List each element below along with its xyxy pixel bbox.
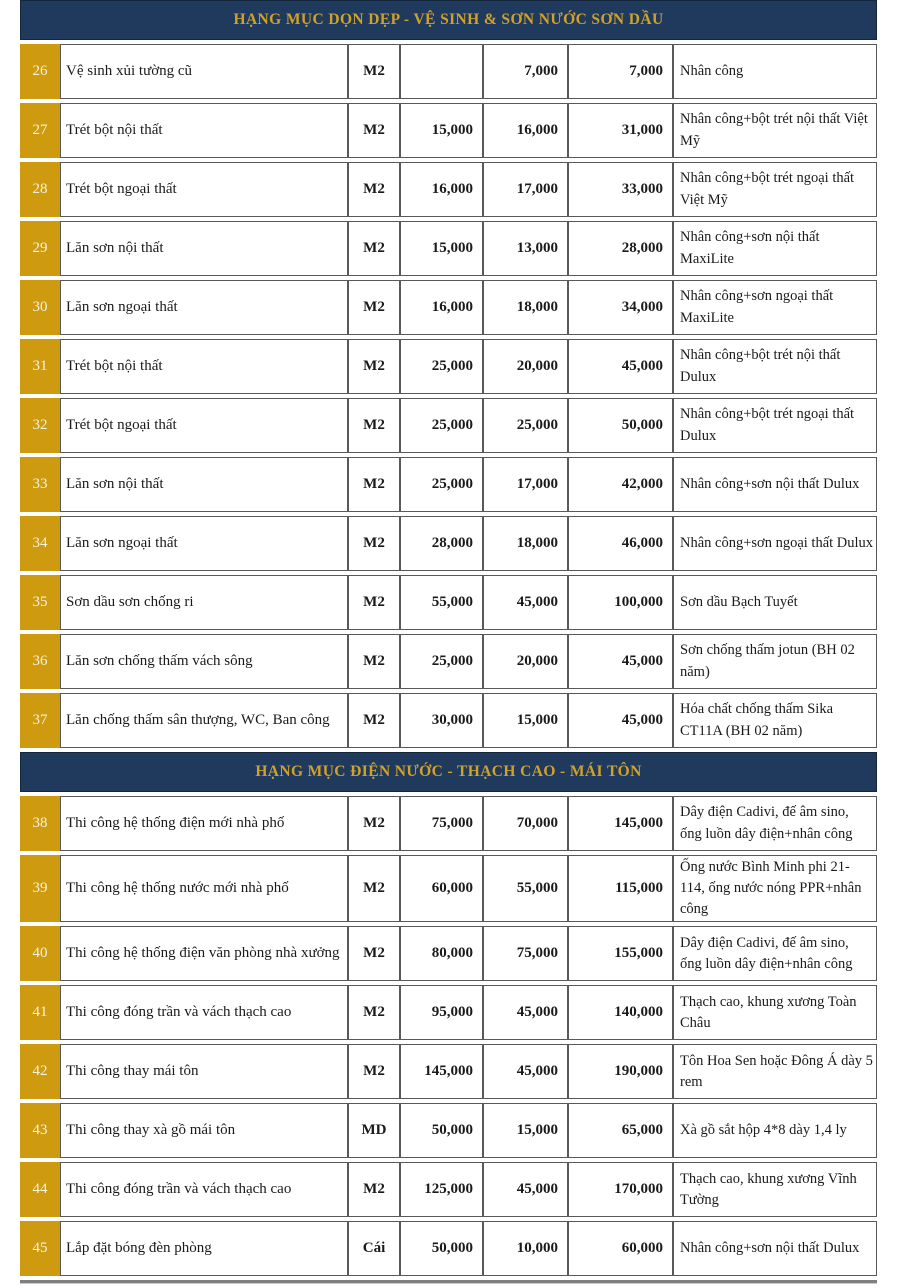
note-cell: Thạch cao, khung xương Vĩnh Tường (673, 1162, 877, 1217)
description-cell: Trét bột ngoại thất (60, 162, 348, 217)
row-number-cell: 36 (20, 634, 60, 689)
table-row (20, 457, 877, 512)
table-row (20, 516, 877, 571)
labor-price-cell: 45,000 (483, 575, 568, 630)
total-price-cell: 100,000 (568, 575, 673, 630)
material-price-cell: 55,000 (400, 575, 483, 630)
note-cell: Nhân công+bột trét ngoại thất Dulux (673, 398, 877, 453)
labor-price-cell: 15,000 (483, 693, 568, 748)
unit-cell: M2 (348, 985, 400, 1040)
labor-price-cell: 25,000 (483, 398, 568, 453)
material-price-cell: 16,000 (400, 162, 483, 217)
description-cell: Sơn dầu sơn chống ri (60, 575, 348, 630)
description-cell: Thi công hệ thống điện mới nhà phố (60, 796, 348, 851)
unit-cell: M2 (348, 1044, 400, 1099)
row-number-cell: 43 (20, 1103, 60, 1158)
row-number-cell: 34 (20, 516, 60, 571)
material-price-cell: 60,000 (400, 855, 483, 922)
description-cell: Trét bột nội thất (60, 339, 348, 394)
note-cell: Nhân công+bột trét nội thất Dulux (673, 339, 877, 394)
note-cell: Tôn Hoa Sen hoặc Đông Á dày 5 rem (673, 1044, 877, 1099)
material-price-cell: 15,000 (400, 103, 483, 158)
note-cell: Nhân công+sơn ngoại thất Dulux (673, 516, 877, 571)
note-cell: Nhân công+sơn nội thất Dulux (673, 457, 877, 512)
note-cell: Nhân công+bột trét ngoại thất Việt Mỹ (673, 162, 877, 217)
unit-cell: M2 (348, 1162, 400, 1217)
labor-price-cell: 75,000 (483, 926, 568, 981)
total-price-cell: 170,000 (568, 1162, 673, 1217)
labor-price-cell: 16,000 (483, 103, 568, 158)
total-price-cell: 45,000 (568, 339, 673, 394)
row-number-cell: 30 (20, 280, 60, 335)
material-price-cell: 25,000 (400, 339, 483, 394)
table-row (20, 339, 877, 394)
total-price-cell: 115,000 (568, 855, 673, 922)
row-number-cell: 26 (20, 44, 60, 99)
description-cell: Thi công đóng trần và vách thạch cao (60, 1162, 348, 1217)
total-price-cell: 28,000 (568, 221, 673, 276)
note-cell: Sơn dầu Bạch Tuyết (673, 575, 877, 630)
material-price-cell: 15,000 (400, 221, 483, 276)
table-row (20, 855, 877, 922)
labor-price-cell: 17,000 (483, 162, 568, 217)
labor-price-cell: 17,000 (483, 457, 568, 512)
table-row (20, 1103, 877, 1158)
labor-price-cell: 10,000 (483, 1221, 568, 1276)
table-row (20, 44, 877, 99)
row-number-cell: 40 (20, 926, 60, 981)
note-cell: Thạch cao, khung xương Toàn Châu (673, 985, 877, 1040)
description-cell: Lăn sơn ngoại thất (60, 280, 348, 335)
table-row (20, 926, 877, 981)
note-cell: Nhân công+sơn nội thất MaxiLite (673, 221, 877, 276)
unit-cell: M2 (348, 221, 400, 276)
material-price-cell: 125,000 (400, 1162, 483, 1217)
row-number-cell: 31 (20, 339, 60, 394)
labor-price-cell: 45,000 (483, 1162, 568, 1217)
total-price-cell: 7,000 (568, 44, 673, 99)
unit-cell: M2 (348, 162, 400, 217)
total-price-cell: 145,000 (568, 796, 673, 851)
labor-price-cell: 20,000 (483, 634, 568, 689)
section-header: HẠNG MỤC DỌN DẸP - VỆ SINH & SƠN NƯỚC SƠN DẦU (20, 0, 877, 40)
description-cell: Lắp đặt bóng đèn phòng (60, 1221, 348, 1276)
total-price-cell: 45,000 (568, 634, 673, 689)
unit-cell: M2 (348, 634, 400, 689)
row-number-cell: 28 (20, 162, 60, 217)
row-number-cell: 33 (20, 457, 60, 512)
material-price-cell: 28,000 (400, 516, 483, 571)
table-row (20, 693, 877, 748)
table-row (20, 575, 877, 630)
unit-cell: Cái (348, 1221, 400, 1276)
row-number-cell: 29 (20, 221, 60, 276)
description-cell: Thi công hệ thống điện văn phòng nhà xưởng (60, 926, 348, 981)
total-price-cell: 33,000 (568, 162, 673, 217)
note-cell: Dây điện Cadivi, đế âm sino, ống luồn dây điện+nhân công (673, 926, 877, 981)
labor-price-cell: 18,000 (483, 280, 568, 335)
table-row (20, 634, 877, 689)
description-cell: Vệ sinh xủi tường cũ (60, 44, 348, 99)
table-row (20, 398, 877, 453)
row-number-cell: 39 (20, 855, 60, 922)
unit-cell: M2 (348, 44, 400, 99)
description-cell: Thi công thay xà gồ mái tôn (60, 1103, 348, 1158)
total-price-cell: 42,000 (568, 457, 673, 512)
note-cell: Nhân công+bột trét nội thất Việt Mỹ (673, 103, 877, 158)
note-cell: Nhân công+sơn nội thất Dulux (673, 1221, 877, 1276)
price-table (20, 0, 877, 1280)
table-row (20, 796, 877, 851)
description-cell: Thi công đóng trần và vách thạch cao (60, 985, 348, 1040)
unit-cell: M2 (348, 339, 400, 394)
row-number-cell: 32 (20, 398, 60, 453)
unit-cell: M2 (348, 457, 400, 512)
total-price-cell: 50,000 (568, 398, 673, 453)
row-number-cell: 37 (20, 693, 60, 748)
table-row (20, 103, 877, 158)
material-price-cell: 145,000 (400, 1044, 483, 1099)
material-price-cell: 25,000 (400, 398, 483, 453)
table-row (20, 985, 877, 1040)
row-number-cell: 41 (20, 985, 60, 1040)
labor-price-cell: 18,000 (483, 516, 568, 571)
material-price-cell: 95,000 (400, 985, 483, 1040)
labor-price-cell: 15,000 (483, 1103, 568, 1158)
total-price-cell: 46,000 (568, 516, 673, 571)
table-row (20, 221, 877, 276)
description-cell: Thi công hệ thống nước mới nhà phố (60, 855, 348, 922)
unit-cell: M2 (348, 855, 400, 922)
row-number-cell: 38 (20, 796, 60, 851)
material-price-cell: 75,000 (400, 796, 483, 851)
description-cell: Trét bột nội thất (60, 103, 348, 158)
unit-cell: M2 (348, 926, 400, 981)
section-header-row (20, 0, 877, 40)
section-header: HẠNG MỤC ĐIỆN NƯỚC - THẠCH CAO - MÁI TÔN (20, 752, 877, 792)
description-cell: Lăn sơn ngoại thất (60, 516, 348, 571)
unit-cell: M2 (348, 693, 400, 748)
note-cell: Hóa chất chống thấm Sika CT11A (BH 02 năm) (673, 693, 877, 748)
description-cell: Lăn sơn nội thất (60, 221, 348, 276)
labor-price-cell: 45,000 (483, 985, 568, 1040)
unit-cell: M2 (348, 796, 400, 851)
unit-cell: M2 (348, 280, 400, 335)
total-price-cell: 190,000 (568, 1044, 673, 1099)
note-cell: Xà gồ sắt hộp 4*8 dày 1,4 ly (673, 1103, 877, 1158)
unit-cell: M2 (348, 103, 400, 158)
description-cell: Thi công thay mái tôn (60, 1044, 348, 1099)
material-price-cell: 25,000 (400, 634, 483, 689)
description-cell: Trét bột ngoại thất (60, 398, 348, 453)
total-price-cell: 65,000 (568, 1103, 673, 1158)
row-number-cell: 45 (20, 1221, 60, 1276)
unit-cell: M2 (348, 398, 400, 453)
note-cell: Dây điện Cadivi, đế âm sino, ống luồn dây điện+nhân công (673, 796, 877, 851)
labor-price-cell: 55,000 (483, 855, 568, 922)
row-number-cell: 27 (20, 103, 60, 158)
note-cell: Nhân công+sơn ngoại thất MaxiLite (673, 280, 877, 335)
labor-price-cell: 20,000 (483, 339, 568, 394)
note-cell: Nhân công (673, 44, 877, 99)
material-price-cell: 50,000 (400, 1103, 483, 1158)
total-price-cell: 31,000 (568, 103, 673, 158)
labor-price-cell: 7,000 (483, 44, 568, 99)
row-number-cell: 35 (20, 575, 60, 630)
unit-cell: MD (348, 1103, 400, 1158)
section-header-row (20, 752, 877, 792)
labor-price-cell: 45,000 (483, 1044, 568, 1099)
total-price-cell: 60,000 (568, 1221, 673, 1276)
table-row (20, 1162, 877, 1217)
material-price-cell: 16,000 (400, 280, 483, 335)
table-row (20, 280, 877, 335)
row-number-cell: 42 (20, 1044, 60, 1099)
unit-cell: M2 (348, 516, 400, 571)
total-price-cell: 155,000 (568, 926, 673, 981)
material-price-cell: 50,000 (400, 1221, 483, 1276)
note-cell: Sơn chống thấm jotun (BH 02 năm) (673, 634, 877, 689)
description-cell: Lăn sơn chống thấm vách sông (60, 634, 348, 689)
labor-price-cell: 70,000 (483, 796, 568, 851)
total-price-cell: 34,000 (568, 280, 673, 335)
total-price-cell: 45,000 (568, 693, 673, 748)
material-price-cell (400, 44, 483, 99)
table-row (20, 1044, 877, 1099)
note-cell: Ống nước Bình Minh phi 21-114, ống nước nóng PPR+nhân công (673, 855, 877, 922)
material-price-cell: 30,000 (400, 693, 483, 748)
total-price-cell: 140,000 (568, 985, 673, 1040)
description-cell: Lăn chống thấm sân thượng, WC, Ban công (60, 693, 348, 748)
material-price-cell: 25,000 (400, 457, 483, 512)
labor-price-cell: 13,000 (483, 221, 568, 276)
bottom-divider (20, 1280, 877, 1284)
unit-cell: M2 (348, 575, 400, 630)
description-cell: Lăn sơn nội thất (60, 457, 348, 512)
material-price-cell: 80,000 (400, 926, 483, 981)
table-row (20, 162, 877, 217)
table-row (20, 1221, 877, 1276)
row-number-cell: 44 (20, 1162, 60, 1217)
